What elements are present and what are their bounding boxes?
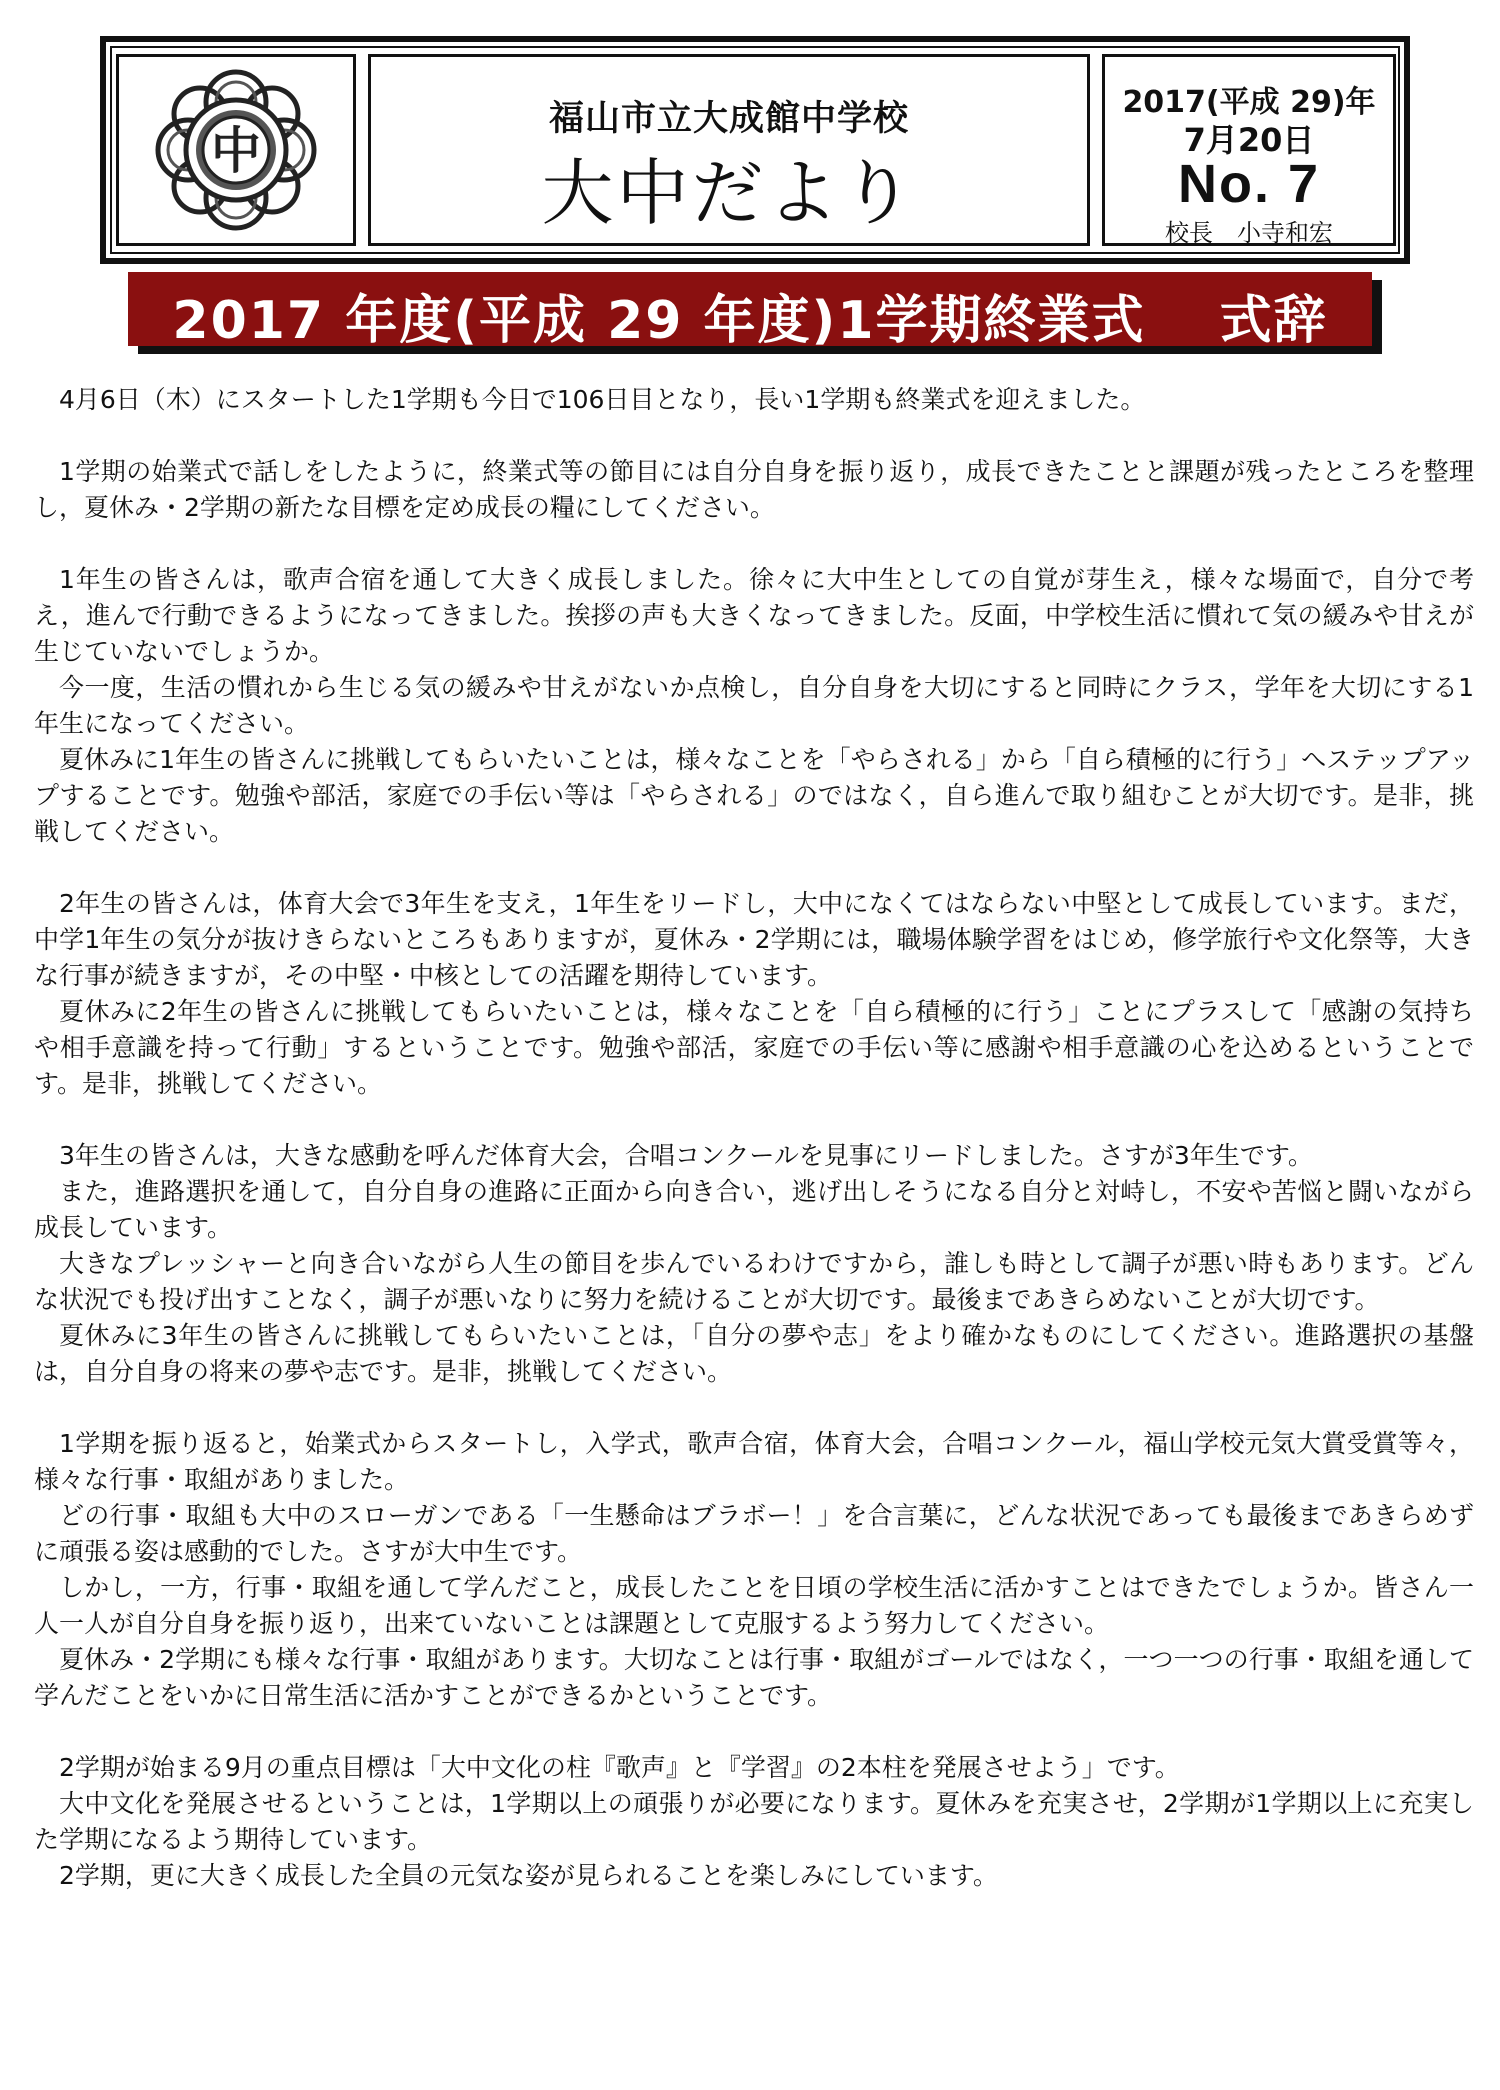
principal-name: 校長 小寺和宏	[1165, 219, 1333, 247]
headline-banner	[128, 272, 1372, 351]
body-paragraph: 2学期が始まる9月の重点目標は「大中文化の柱『歌声』と『学習』の2本柱を発展させよう」です。	[59, 1753, 1180, 1782]
body-paragraph: しかし，一方，行事・取組を通して学んだこと，成長したことを日頃の学校生活に活かすことはできたでしょうか。皆さん一人一人が自分自身を振り返り，出来ていないことは課題として克服するよう努力してください。	[34, 1573, 1474, 1638]
school-name: 福山市立大成館中学校	[548, 99, 909, 139]
school-emblem-logo	[136, 60, 336, 240]
body-paragraph: どの行事・取組も大中のスローガンである「一生懸命はブラボー！」を合言葉に，どんな状況であっても最後まであきらめずに頑張る姿は感動的でした。さすが大中生です。	[34, 1501, 1474, 1566]
newsletter-title-box	[368, 54, 1090, 246]
issue-date: 7月20日	[1183, 121, 1315, 159]
issue-number: No. 7	[1177, 154, 1321, 214]
body-paragraph: 4月6日（木）にスタートした1学期も今日で106日目となり，長い1学期も終業式を迎えました。	[59, 385, 1146, 414]
body-paragraph: 夏休みに2年生の皆さんに挑戦してもらいたいことは，様々なことを「自ら積極的に行う」ことにプラスして「感謝の気持ちや相手意識を持って行動」するということです。勉強や部活，家庭での手伝い等に感謝や相手意識の心を込めるということです。是非，挑戦してください。	[34, 997, 1474, 1098]
body-paragraph: 夏休みに3年生の皆さんに挑戦してもらいたいことは，「自分の夢や志」をより確かなものにしてください。進路選択の基盤は，自分自身の将来の夢や志です。是非，挑戦してください。	[34, 1321, 1474, 1386]
body-paragraph: 大中文化を発展させるということは，1学期以上の頑張りが必要になります。夏休みを充実させ，2学期が1学期以上に充実した学期になるよう期待しています。	[34, 1789, 1474, 1854]
body-paragraph: 今一度，生活の慣れから生じる気の緩みや甘えがないか点検し，自分自身を大切にすると同時にクラス，学年を大切にする1年生になってください。	[34, 673, 1474, 738]
newsletter-title: 大中だより	[541, 151, 917, 235]
body-paragraph: 2学期，更に大きく成長した全員の元気な姿が見られることを楽しみにしています。	[59, 1861, 998, 1890]
body-paragraph: 1学期を振り返ると，始業式からスタートし，入学式，歌声合宿，体育大会，合唱コンクール，福山学校元気大賞受賞等々，様々な行事・取組がありました。	[34, 1429, 1474, 1494]
body-paragraph: 2年生の皆さんは，体育大会で3年生を支え，1年生をリードし，大中になくてはならない中堅として成長しています。まだ，中学1年生の気分が抜けきらないところもありますが，夏休み・2学期には，職場体験学習をはじめ，修学旅行や文化祭等，大きな行事が続きますが，その中堅・中核としての活躍を期待しています。	[34, 889, 1474, 990]
body-paragraph: また，進路選択を通して，自分自身の進路に正面から向き合い，逃げ出しそうになる自分と対峙し，不安や苦悩と闘いながら成長しています。	[34, 1177, 1474, 1242]
issue-info-box	[1102, 54, 1396, 246]
emblem-character: 中	[211, 122, 261, 180]
body-paragraph: 夏休みに1年生の皆さんに挑戦してもらいたいことは，様々なことを「やらされる」から「自ら積極的に行う」へステップアップすることです。勉強や部活，家庭での手伝い等は「やらされる」のではなく，自ら進んで取り組むことが大切です。是非，挑戦してください。	[34, 745, 1474, 846]
school-emblem-box	[116, 54, 356, 246]
body-paragraph: 夏休み・2学期にも様々な行事・取組があります。大切なことは行事・取組がゴールではなく，一つ一つの行事・取組を通して学んだことをいかに日常生活に活かすことができるかということです。	[34, 1645, 1474, 1710]
headline-title: 2017 年度(平成 29 年度)1学期終業式 式辞	[172, 291, 1328, 351]
address-body	[34, 382, 1474, 1894]
body-paragraph: 大きなプレッシャーと向き合いながら人生の節目を歩んでいるわけですから，誰しも時として調子が悪い時もあります。どんな状況でも投げ出すことなく，調子が悪いなりに努力を続けることが大切です。最後まであきらめないことが大切です。	[34, 1249, 1474, 1314]
body-paragraph: 1学期の始業式で話しをしたように，終業式等の節目には自分自身を振り返り，成長できたことと課題が残ったところを整理し，夏休み・2学期の新たな目標を定め成長の糧にしてください。	[34, 457, 1474, 522]
masthead	[100, 36, 1410, 264]
issue-year: 2017(平成 29)年	[1122, 85, 1376, 120]
body-paragraph: 3年生の皆さんは，大きな感動を呼んだ体育大会，合唱コンクールを見事にリードしました。さすが3年生です。	[59, 1141, 1313, 1170]
body-paragraph: 1年生の皆さんは，歌声合宿を通して大きく成長しました。徐々に大中生としての自覚が芽生え，様々な場面で，自分で考え，進んで行動できるようになってきました。挨拶の声も大きくなってきました。反面，中学校生活に慣れて気の緩みや甘えが生じていないでしょうか。	[34, 565, 1474, 666]
